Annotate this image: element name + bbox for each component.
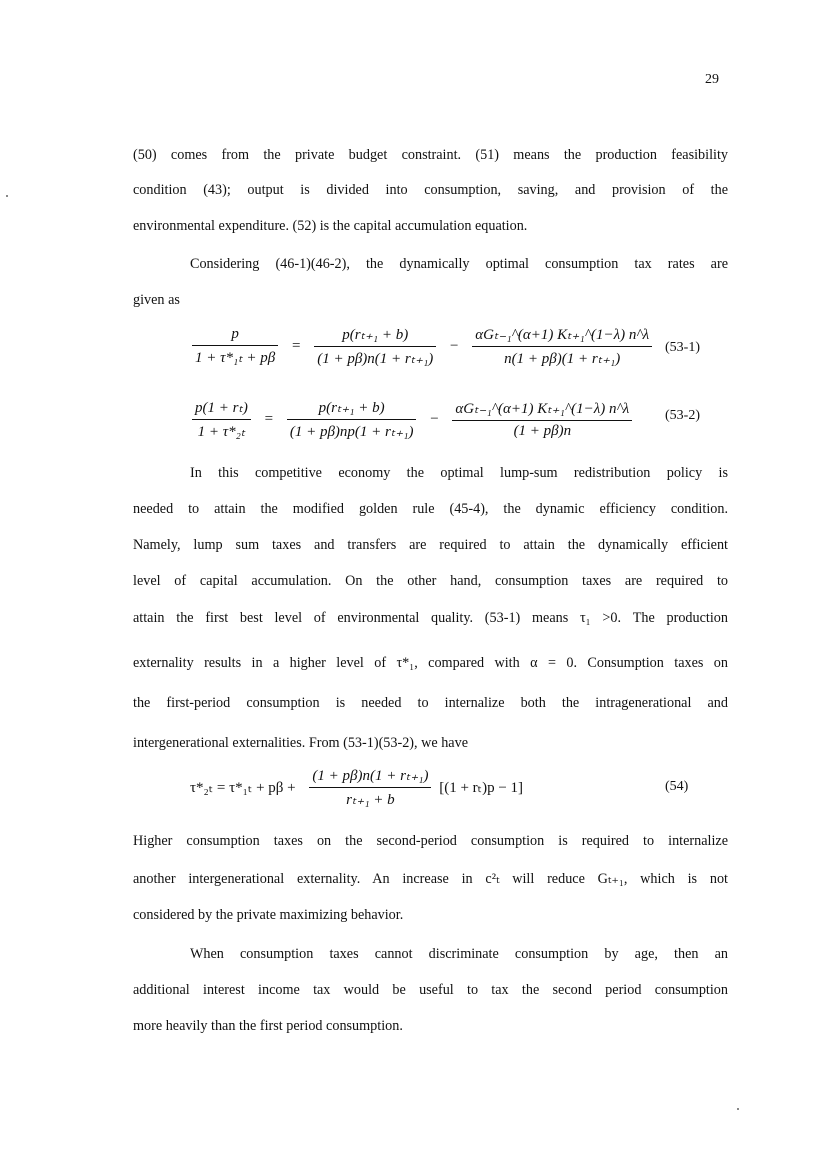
- scan-speck: [6, 195, 8, 197]
- eq53-2-rhs-fraction: [452, 399, 632, 440]
- paragraph-5-line-3: more heavily than the first period consumption.: [133, 1018, 403, 1034]
- paragraph-3-line-5: attain the first best level of environmental quality. (53-1) means τ₁ >0. The production: [133, 610, 728, 626]
- paragraph-1-line-2: condition (43); output is divided into consumption, saving, and provision of the: [133, 182, 728, 198]
- paragraph-4-line-3: considered by the private maximizing behavior.: [133, 907, 404, 923]
- eq53-2-lhs-numerator: p(1 + rₜ): [192, 398, 251, 420]
- equation-54: [190, 766, 531, 809]
- eq53-2-mid-numerator: p(rₜ₊₁ + b): [287, 398, 417, 420]
- paragraph-3-line-3: Namely, lump sum taxes and transfers are required to attain the dynamically efficient: [133, 537, 728, 553]
- eq53-1-lhs-numerator: p: [192, 326, 278, 346]
- equation-label-54: (54): [665, 779, 689, 794]
- eq53-2-mid-denominator: (1 + pβ)np(1 + rₜ₊₁): [289, 424, 414, 440]
- equation-53-1: [190, 325, 654, 368]
- eq53-2-lhs-denominator: 1 + τ*₂ₜ: [197, 424, 246, 440]
- paragraph-4-line-1: Higher consumption taxes on the second-period consumption is required to internalize: [133, 833, 728, 849]
- eq53-1-mid-numerator: p(rₜ₊₁ + b): [314, 325, 436, 347]
- paragraph-5-line-1: When consumption taxes cannot discriminate consumption by age, then an: [190, 946, 728, 962]
- paragraph-3-line-1: In this competitive economy the optimal lump-sum redistribution policy is: [190, 465, 728, 481]
- eq54-lhs: τ*₂ₜ = τ*₁ₜ + pβ +: [190, 780, 296, 796]
- eq54-tail: [(1 + rₜ)p − 1]: [439, 780, 524, 796]
- paragraph-2-line-2: given as: [133, 292, 180, 308]
- paragraph-3-line-7: the first-period consumption is needed to internalize both the intragenerational and: [133, 695, 728, 711]
- scan-speck: [737, 1108, 739, 1110]
- equation-label-53-2: (53-2): [665, 408, 700, 423]
- eq53-1-rhs-numerator: αGₜ₋₁^(α+1) Kₜ₊₁^(1−λ) n^λ: [472, 325, 652, 347]
- paragraph-3-line-6: externality results in a higher level of τ*₁, compared with α = 0. Consumption taxes on: [133, 655, 728, 671]
- minus-sign: −: [430, 411, 439, 427]
- page-number: 29: [705, 72, 719, 87]
- eq53-1-rhs-denominator: n(1 + pβ)(1 + rₜ₊₁): [504, 351, 621, 367]
- eq53-1-lhs-fraction: [192, 326, 278, 367]
- paragraph-2-line-1: Considering (46-1)(46-2), the dynamically optimal consumption tax rates are: [190, 256, 728, 272]
- eq53-2-mid-fraction: [287, 398, 417, 441]
- eq54-fraction: [309, 766, 431, 809]
- eq53-1-lhs-denominator: 1 + τ*₁ₜ + pβ: [195, 350, 276, 366]
- equation-label-53-1: (53-1): [665, 340, 700, 355]
- eq53-1-rhs-fraction: [472, 325, 652, 368]
- eq53-1-mid-denominator: (1 + pβ)n(1 + rₜ₊₁): [317, 351, 434, 367]
- eq53-2-rhs-numerator: αGₜ₋₁^(α+1) Kₜ₊₁^(1−λ) n^λ: [452, 399, 632, 421]
- paragraph-3-line-8: intergenerational externalities. From (53-1)(53-2), we have: [133, 735, 468, 751]
- eq53-2-lhs-fraction: [192, 398, 251, 441]
- minus-sign: −: [450, 338, 459, 354]
- paragraph-4-line-2: another intergenerational externality. An increase in c²ₜ will reduce Gₜ₊₁, which is not: [133, 871, 728, 887]
- paragraph-3-line-4: level of capital accumulation. On the other hand, consumption taxes are required to: [133, 573, 728, 589]
- paragraph-5-line-2: additional interest income tax would be useful to tax the second period consumption: [133, 982, 728, 998]
- paragraph-1-line-1: (50) comes from the private budget constraint. (51) means the production feasibility: [133, 147, 728, 163]
- paragraph-1-line-3: environmental expenditure. (52) is the capital accumulation equation.: [133, 218, 528, 234]
- paragraph-3-line-2: needed to attain the modified golden rule (45-4), the dynamic efficiency condition.: [133, 501, 728, 517]
- equals-sign: =: [291, 338, 301, 354]
- equation-53-2: [190, 398, 634, 441]
- eq53-2-rhs-denominator: (1 + pβ)n: [513, 423, 572, 439]
- eq54-numerator: (1 + pβ)n(1 + rₜ₊₁): [309, 766, 431, 788]
- eq54-denominator: rₜ₊₁ + b: [346, 792, 395, 808]
- eq53-1-mid-fraction: [314, 325, 436, 368]
- equals-sign: =: [264, 411, 274, 427]
